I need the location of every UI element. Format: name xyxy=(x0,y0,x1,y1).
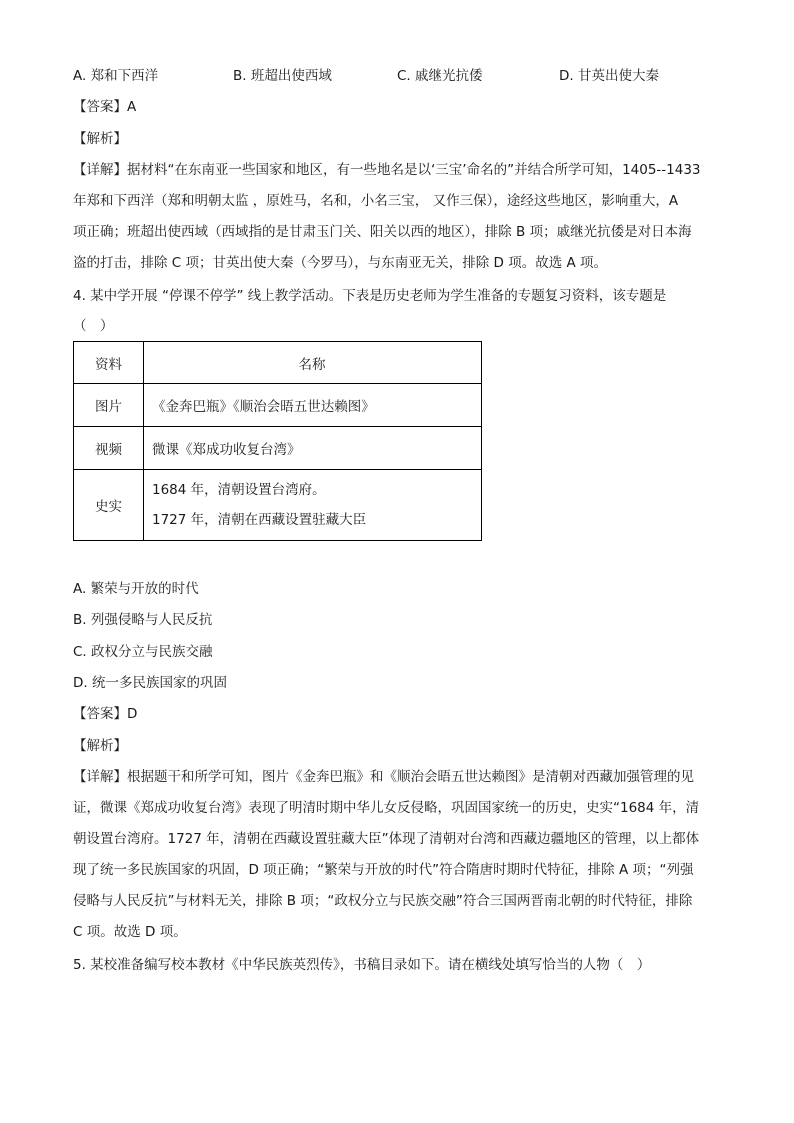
q4-stem-line1: 4. 某中学开展 “停课不停学” 线上教学活动。下表是历史老师为学生准备的专题复习资料，该专题是 xyxy=(73,288,667,304)
q3-answer: 【答案】A xyxy=(73,99,137,115)
q3-analysis-heading: 【解析】 xyxy=(73,131,127,147)
q4-detail-line: 侵略与人民反抗”与材料无关，排除 B 项；“政权分立与民族交融”符合三国两晋南北朝的时代特征，排除 xyxy=(73,893,693,909)
q3-detail xyxy=(73,155,721,279)
q4-detail xyxy=(73,762,721,948)
q4-option-a: A. 繁荣与开放的时代 xyxy=(73,581,199,597)
table-row-value: 微课《郑成功收复台湾》 xyxy=(144,427,482,470)
table-header-row xyxy=(74,342,482,384)
q4-detail-line: 现了统一多民族国家的巩固，D 项正确；“繁荣与开放的时代”符合隋唐时期时代特征，排除 A 项；“列强 xyxy=(73,862,694,878)
table-header-name: 名称 xyxy=(144,342,482,384)
q3-option-d: D. 甘英出使大秦 xyxy=(559,68,659,84)
q4-answer: 【答案】D xyxy=(73,706,138,722)
q3-option-c: C. 戚继光抗倭 xyxy=(397,68,483,84)
table-header-material: 资料 xyxy=(74,342,144,384)
table-row xyxy=(74,384,482,427)
q3-detail-line: 年郑和下西洋（郑和明朝太监 ，原姓马，名和，小名三宝， 又作三保），途经这些地区，影响重大，A xyxy=(73,193,679,209)
q4-detail-line: 证，微课《郑成功收复台湾》表现了明清时期中华儿女反侵略，巩固国家统一的历史，史实“1684 年，清 xyxy=(73,800,700,816)
q5-stem: 5. 某校准备编写校本教材《中华民族英烈传》，书稿目录如下。请在横线处填写恰当的人物（ ） xyxy=(73,957,651,973)
q4-detail-line: 【详解】根据题干和所学可知，图片《金奔巴瓶》和《顺治会晤五世达赖图》是清朝对西藏加强管理的见 xyxy=(73,769,694,785)
q4-reference-table xyxy=(73,341,482,541)
q4-option-c: C. 政权分立与民族交融 xyxy=(73,644,213,660)
table-row-value: 1727 年，清朝在西藏设置驻藏大臣 xyxy=(152,512,367,528)
table-row-label: 图片 xyxy=(74,384,144,427)
q4-stem-line2: （ ） xyxy=(73,318,114,334)
q4-detail-line: 朝设置台湾府。1727 年，清朝在西藏设置驻藏大臣”体现了清朝对台湾和西藏边疆地区的管理，以上都体 xyxy=(73,831,700,847)
table-row xyxy=(74,427,482,470)
q4-option-d: D. 统一多民族国家的巩固 xyxy=(73,675,227,691)
q3-option-b: B. 班超出使西域 xyxy=(233,68,332,84)
table-row-label: 视频 xyxy=(74,427,144,470)
table-row-value: 《金奔巴瓶》《顺治会晤五世达赖图》 xyxy=(144,384,482,427)
q3-detail-line: 【详解】据材料“在东南亚一些国家和地区，有一些地名是以‘三宝’命名的”并结合所学可知，1405--1433 xyxy=(73,162,701,178)
q3-options xyxy=(73,66,721,86)
q3-detail-line: 项正确；班超出使西域（西域指的是甘肃玉门关、阳关以西的地区），排除 B 项；戚继光抗倭是对日本海 xyxy=(73,224,692,240)
table-row-label: 史实 xyxy=(74,470,144,541)
table-row-value: 1684 年，清朝设置台湾府。 xyxy=(152,482,326,498)
q4-option-b: B. 列强侵略与人民反抗 xyxy=(73,612,213,628)
q3-option-a: A. 郑和下西洋 xyxy=(73,68,159,84)
q4-detail-line: C 项。故选 D 项。 xyxy=(73,924,187,940)
table-row xyxy=(74,470,482,541)
q3-detail-line: 盗的打击，排除 C 项；甘英出使大秦（今罗马），与东南亚无关，排除 D 项。故选 A 项。 xyxy=(73,255,608,271)
table-row-values xyxy=(144,470,482,541)
q4-analysis-heading: 【解析】 xyxy=(73,738,127,754)
